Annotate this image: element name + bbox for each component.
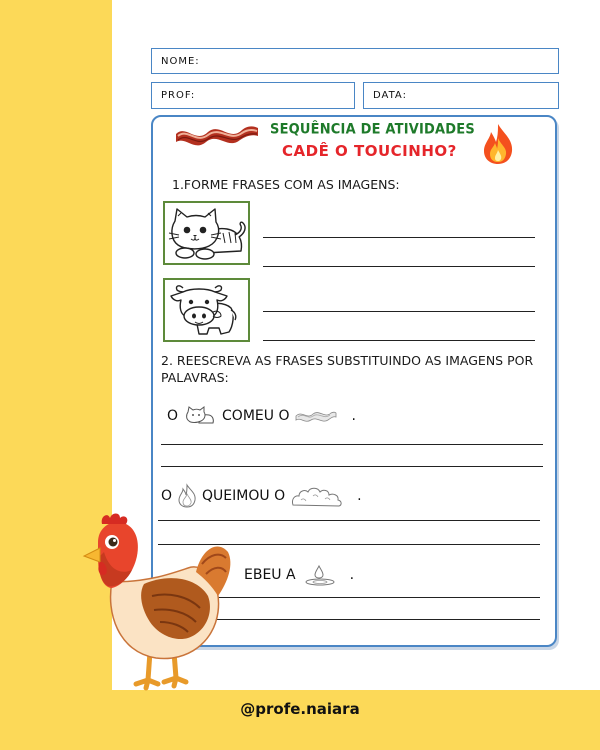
sentence-2 [161,484,362,508]
answer-line[interactable] [161,466,543,467]
activity-title: SEQUÊNCIA DE ATIVIDADES [270,121,475,138]
name-field[interactable] [151,48,559,74]
answer-line[interactable] [263,266,535,267]
cat-picture-box [163,201,250,265]
activity-subtitle: CADÊ O TOUCINHO? [282,142,457,160]
answer-line[interactable] [263,340,535,341]
question-2: 2. REESCREVA AS FRASES SUBSTITUINDO AS IMAGENS POR PALAVRAS: [161,353,534,385]
teacher-field[interactable] [151,82,355,109]
hen-illustration [78,512,238,692]
sentence-2-start: O [161,488,173,504]
fire-icon [481,123,515,165]
date-label: DATA: [373,90,407,101]
question-1: 1.FORME FRASES COM AS IMAGENS: [172,177,400,192]
cat-icon [165,203,248,263]
sentence-1 [167,406,356,426]
sentence-2-middle: QUEIMOU O [202,488,286,504]
answer-line[interactable] [263,311,535,312]
answer-line[interactable] [263,237,535,238]
sentence-3-middle: EBEU A [244,567,296,583]
cow-icon [165,280,248,340]
cow-picture-box [163,278,250,342]
sentence-3 [244,564,354,586]
fire-icon [176,484,198,508]
yellow-bottom-band [0,690,600,750]
bacon-icon [295,408,337,424]
cat-icon [185,406,215,426]
water-icon [304,564,336,586]
date-field[interactable] [363,82,559,109]
teacher-label: PROF: [161,90,196,101]
sentence-1-middle: COMEU O [222,408,290,424]
sentence-1-end: . [351,408,356,424]
name-label: NOME: [161,55,200,67]
instagram-handle: @profe.naiara [240,700,360,718]
answer-line[interactable] [161,444,543,445]
bush-icon [291,485,343,507]
sentence-1-start: O [167,408,179,424]
bacon-icon [174,120,260,150]
sentence-2-end: . [357,488,362,504]
sentence-3-end: . [349,567,355,583]
